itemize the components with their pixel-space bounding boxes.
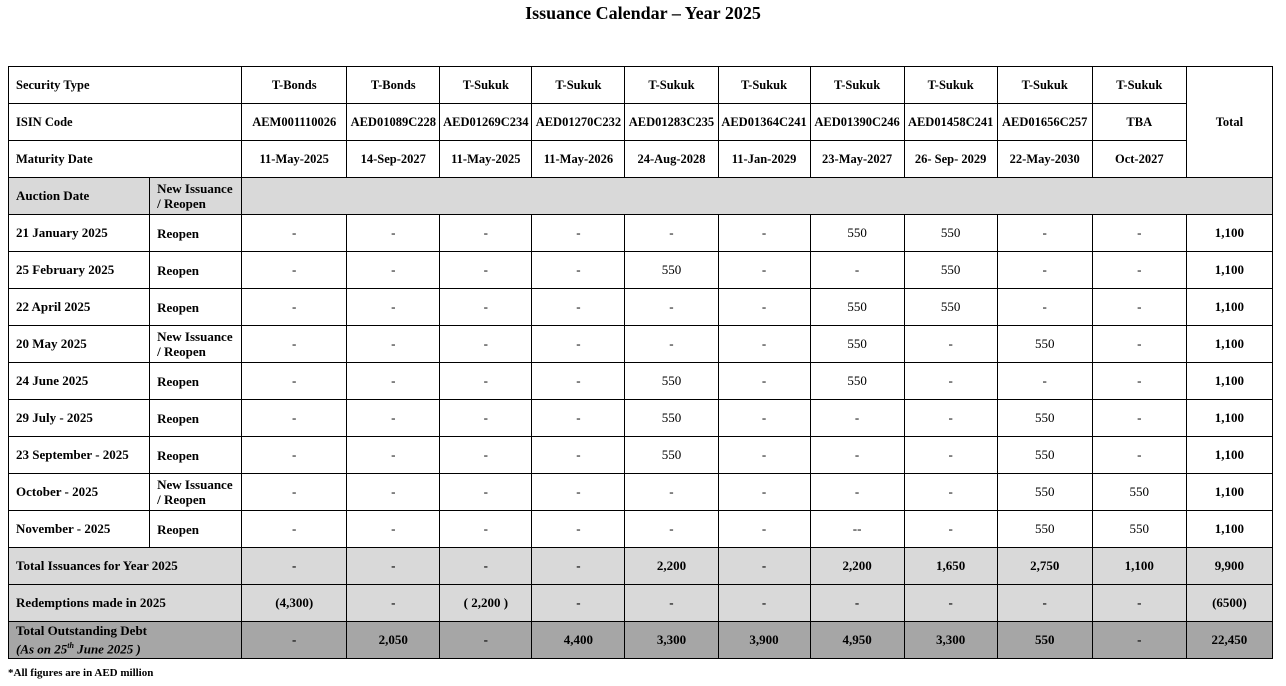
new-issuance-header: New Issuance / Reopen (150, 178, 242, 215)
value-cell: - (347, 252, 440, 289)
summary-cell: 2,200 (810, 548, 904, 585)
value-cell: - (1092, 252, 1186, 289)
issuance-type: Reopen (150, 252, 242, 289)
security-type-row (9, 67, 1273, 104)
auction-date: 23 September - 2025 (9, 437, 150, 474)
value-cell: - (347, 474, 440, 511)
outstanding-total: 22,450 (1186, 622, 1272, 659)
value-cell: - (440, 289, 532, 326)
summary-cell: - (242, 548, 347, 585)
auction-date: 20 May 2025 (9, 326, 150, 363)
summary-total: (6500) (1186, 585, 1272, 622)
value-cell: - (532, 400, 625, 437)
header-cell: T-Sukuk (997, 67, 1092, 104)
row-total: 1,100 (1186, 289, 1272, 326)
issuance-type: Reopen (150, 400, 242, 437)
as-of-prefix: (As on 25 (16, 641, 68, 657)
issuance-type: Reopen (150, 215, 242, 252)
isin-code-row (9, 104, 1273, 141)
outstanding-cell: - (440, 622, 532, 659)
value-cell: - (718, 363, 810, 400)
auction-row (9, 363, 1273, 400)
summary-cell: - (532, 585, 625, 622)
issuance-table (8, 66, 1273, 659)
value-cell: 550 (1092, 511, 1186, 548)
value-cell: - (718, 437, 810, 474)
value-cell: - (440, 511, 532, 548)
value-cell: - (440, 363, 532, 400)
header-cell: 24-Aug-2028 (625, 141, 718, 178)
summary-cell: - (347, 548, 440, 585)
header-cell: T-Sukuk (904, 67, 997, 104)
footnote: *All figures are in AED million (8, 667, 154, 679)
row-total: 1,100 (1186, 400, 1272, 437)
outstanding-cell: 3,300 (625, 622, 718, 659)
value-cell: - (718, 289, 810, 326)
outstanding-title: Total Outstanding Debt (16, 623, 147, 639)
auction-date: 29 July - 2025 (9, 400, 150, 437)
row-total: 1,100 (1186, 511, 1272, 548)
value-cell: - (997, 289, 1092, 326)
total-issuances-row (9, 548, 1273, 585)
auction-date: October - 2025 (9, 474, 150, 511)
outstanding-cell: 2,050 (347, 622, 440, 659)
value-cell: - (1092, 363, 1186, 400)
value-cell: 550 (625, 400, 718, 437)
value-cell: - (440, 474, 532, 511)
header-cell: 11-Jan-2029 (718, 141, 810, 178)
header-cell: TBA (1092, 104, 1186, 141)
value-cell: - (625, 474, 718, 511)
value-cell: 550 (810, 289, 904, 326)
summary-cell: - (718, 585, 810, 622)
value-cell: - (1092, 400, 1186, 437)
issuance-type: Reopen (150, 437, 242, 474)
value-cell: - (718, 215, 810, 252)
header-cell: AED01656C257 (997, 104, 1092, 141)
value-cell: - (625, 326, 718, 363)
value-cell: - (810, 400, 904, 437)
auction-row (9, 252, 1273, 289)
value-cell: 550 (625, 437, 718, 474)
outstanding-cell: 4,950 (810, 622, 904, 659)
header-cell: T-Bonds (242, 67, 347, 104)
value-cell: - (810, 437, 904, 474)
summary-cell: - (440, 548, 532, 585)
summary-cell: - (997, 585, 1092, 622)
value-cell: - (440, 326, 532, 363)
value-cell: - (625, 511, 718, 548)
auction-date: 25 February 2025 (9, 252, 150, 289)
header-cell: 11-May-2025 (242, 141, 347, 178)
value-cell: - (718, 326, 810, 363)
value-cell: 550 (997, 400, 1092, 437)
value-cell: - (532, 252, 625, 289)
row-label: Maturity Date (9, 141, 242, 178)
outstanding-cell: 550 (997, 622, 1092, 659)
summary-cell: (4,300) (242, 585, 347, 622)
outstanding-as-of (16, 638, 239, 656)
value-cell: - (904, 474, 997, 511)
auction-date: November - 2025 (9, 511, 150, 548)
value-cell: - (904, 326, 997, 363)
value-cell: - (904, 400, 997, 437)
summary-label: Redemptions made in 2025 (9, 585, 242, 622)
summary-cell: - (347, 585, 440, 622)
value-cell: 550 (625, 363, 718, 400)
outstanding-cell: - (242, 622, 347, 659)
row-total: 1,100 (1186, 326, 1272, 363)
header-cell: 22-May-2030 (997, 141, 1092, 178)
value-cell: - (532, 474, 625, 511)
auction-row (9, 511, 1273, 548)
summary-cell: - (718, 548, 810, 585)
value-cell: 550 (810, 215, 904, 252)
value-cell: - (904, 511, 997, 548)
header-cell: 14-Sep-2027 (347, 141, 440, 178)
value-cell: - (347, 326, 440, 363)
summary-total: 9,900 (1186, 548, 1272, 585)
header-cell: Oct-2027 (1092, 141, 1186, 178)
value-cell: - (347, 437, 440, 474)
value-cell: - (347, 511, 440, 548)
auction-date: 24 June 2025 (9, 363, 150, 400)
value-cell: - (718, 252, 810, 289)
value-cell: - (347, 363, 440, 400)
header-cell: T-Sukuk (810, 67, 904, 104)
auction-header-row (9, 178, 1273, 215)
value-cell: 550 (904, 289, 997, 326)
issuance-type: Reopen (150, 511, 242, 548)
value-cell: - (810, 474, 904, 511)
auction-row (9, 289, 1273, 326)
summary-cell: ( 2,200 ) (440, 585, 532, 622)
value-cell: - (718, 474, 810, 511)
value-cell: 550 (997, 437, 1092, 474)
header-cell: T-Sukuk (625, 67, 718, 104)
header-cell: AED01364C241 (718, 104, 810, 141)
auction-date: 21 January 2025 (9, 215, 150, 252)
value-cell: - (347, 215, 440, 252)
summary-cell: - (810, 585, 904, 622)
header-cell: 11-May-2026 (532, 141, 625, 178)
value-cell: - (904, 437, 997, 474)
value-cell: - (440, 252, 532, 289)
value-cell: - (242, 215, 347, 252)
auction-date-header: Auction Date (9, 178, 150, 215)
value-cell: - (532, 326, 625, 363)
value-cell: -- (810, 511, 904, 548)
value-cell: - (1092, 215, 1186, 252)
value-cell: 550 (810, 363, 904, 400)
summary-cell: - (904, 585, 997, 622)
summary-label: Total Issuances for Year 2025 (9, 548, 242, 585)
outstanding-cell: 3,300 (904, 622, 997, 659)
value-cell: 550 (1092, 474, 1186, 511)
value-cell: - (997, 363, 1092, 400)
auction-row (9, 474, 1273, 511)
header-cell: AED01089C228 (347, 104, 440, 141)
header-cell: AED01283C235 (625, 104, 718, 141)
value-cell: - (242, 363, 347, 400)
header-cell: 26- Sep- 2029 (904, 141, 997, 178)
summary-cell: - (625, 585, 718, 622)
row-label: ISIN Code (9, 104, 242, 141)
value-cell: - (1092, 289, 1186, 326)
outstanding-label (9, 622, 242, 659)
value-cell: - (532, 215, 625, 252)
auction-row (9, 215, 1273, 252)
value-cell: 550 (904, 215, 997, 252)
row-total: 1,100 (1186, 437, 1272, 474)
value-cell: - (718, 400, 810, 437)
issuance-type: New Issuance / Reopen (150, 474, 242, 511)
auction-row (9, 326, 1273, 363)
row-label: Security Type (9, 67, 242, 104)
value-cell: - (625, 215, 718, 252)
summary-cell: 2,200 (625, 548, 718, 585)
header-cell: 11-May-2025 (440, 141, 532, 178)
row-total: 1,100 (1186, 363, 1272, 400)
total-header: Total (1186, 67, 1272, 178)
header-cell: T-Sukuk (532, 67, 625, 104)
value-cell: - (440, 400, 532, 437)
value-cell: - (242, 252, 347, 289)
value-cell: - (997, 215, 1092, 252)
value-cell: 550 (997, 326, 1092, 363)
outstanding-cell: - (1092, 622, 1186, 659)
page-title: Issuance Calendar – Year 2025 (525, 3, 761, 23)
issuance-type: Reopen (150, 289, 242, 326)
header-cell: AED01269C234 (440, 104, 532, 141)
header-cell: AEM001110026 (242, 104, 347, 141)
value-cell: - (242, 474, 347, 511)
value-cell: - (242, 437, 347, 474)
as-of-suffix: June 2025 ) (73, 641, 141, 657)
redemptions-row (9, 585, 1273, 622)
summary-cell: - (1092, 585, 1186, 622)
header-cell: T-Sukuk (718, 67, 810, 104)
blank-cell (242, 178, 1273, 215)
row-total: 1,100 (1186, 252, 1272, 289)
row-total: 1,100 (1186, 215, 1272, 252)
value-cell: 550 (997, 511, 1092, 548)
outstanding-row (9, 622, 1273, 659)
value-cell: - (1092, 326, 1186, 363)
issuance-type: Reopen (150, 363, 242, 400)
value-cell: - (242, 289, 347, 326)
value-cell: 550 (810, 326, 904, 363)
auction-row (9, 437, 1273, 474)
value-cell: - (532, 511, 625, 548)
value-cell: - (440, 215, 532, 252)
value-cell: - (1092, 437, 1186, 474)
maturity-date-row (9, 141, 1273, 178)
issuance-type: New Issuance / Reopen (150, 326, 242, 363)
value-cell: - (532, 437, 625, 474)
header-cell: T-Sukuk (1092, 67, 1186, 104)
outstanding-cell: 4,400 (532, 622, 625, 659)
value-cell: - (810, 252, 904, 289)
value-cell: - (347, 400, 440, 437)
header-cell: T-Bonds (347, 67, 440, 104)
header-cell: AED01390C246 (810, 104, 904, 141)
header-cell: T-Sukuk (440, 67, 532, 104)
outstanding-cell: 3,900 (718, 622, 810, 659)
header-cell: 23-May-2027 (810, 141, 904, 178)
summary-cell: 1,650 (904, 548, 997, 585)
summary-cell: 1,100 (1092, 548, 1186, 585)
header-cell: AED01458C241 (904, 104, 997, 141)
value-cell: - (242, 326, 347, 363)
value-cell: - (347, 289, 440, 326)
value-cell: - (718, 511, 810, 548)
auction-row (9, 400, 1273, 437)
value-cell: - (625, 289, 718, 326)
summary-cell: - (532, 548, 625, 585)
row-total: 1,100 (1186, 474, 1272, 511)
as-of-suffix-sup: th (67, 641, 74, 651)
value-cell: - (440, 437, 532, 474)
value-cell: - (997, 252, 1092, 289)
value-cell: 550 (625, 252, 718, 289)
value-cell: 550 (997, 474, 1092, 511)
auction-date: 22 April 2025 (9, 289, 150, 326)
value-cell: - (904, 363, 997, 400)
value-cell: 550 (904, 252, 997, 289)
value-cell: - (242, 400, 347, 437)
summary-cell: 2,750 (997, 548, 1092, 585)
value-cell: - (532, 289, 625, 326)
value-cell: - (532, 363, 625, 400)
value-cell: - (242, 511, 347, 548)
header-cell: AED01270C232 (532, 104, 625, 141)
